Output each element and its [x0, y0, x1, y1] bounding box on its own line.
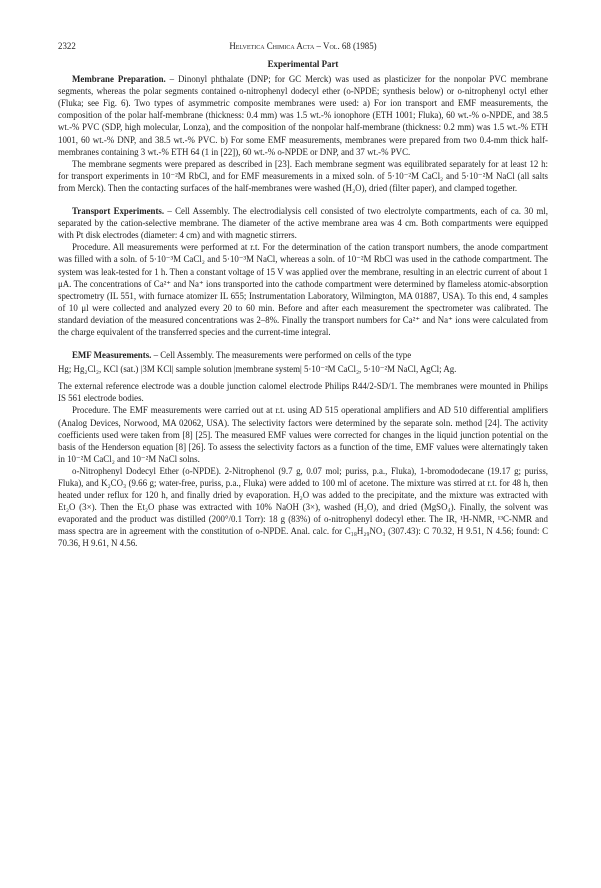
membrane-paragraph-1	[58, 73, 548, 158]
page-number: 2322	[58, 41, 76, 51]
emf-paragraph-1	[58, 349, 548, 361]
emf-heading: EMF Measurements.	[72, 350, 152, 361]
emf-text-1: – Cell Assembly. The measurements were performed on cells of the type	[151, 350, 412, 361]
emf-paragraph-2: The external reference electrode was a double junction calomel electrode Philips R44/2-SD/1. The membranes were mounted in Philips IS 561 electrode bodies.	[58, 381, 548, 404]
synthesis-paragraph: o-Nitrophenyl Dodecyl Ether (o-NPDE). 2-Nitrophenol (9.7 g, 0.07 mol; puriss, p.a., Fluka), 1-bromododecane (19.17 g; puriss, Fluka), and K₂CO₃ (9.66 g; water-free, puriss, p.a., Fluka) were added to 100 ml of acetone. The mixture was stirred at r.t. for 48 h, then heated under reflux for 120 h, and finally dried by evaporation. H₂O was added to the precipitate, and the mixture was extracted with Et₂O (3×). Then the Et₂O phase was extracted with 10% NaOH (3×), washed (H₂O), and dried (MgSO₄). Finally, the solvent was evaporated and the product was distilled (200°/0.1 Torr): 18 g (83%) of o-nitrophenyl dodecyl ether. The IR, ¹H-NMR, ¹³C-NMR and mass spectra are in agreement with the constitution of o-NPDE. Anal. calc. for C₁₈H₂₉NO₃ (307.43): C 70.32, H 9.51, N 4.56; found: C 70.36, H 9.61, N 4.56.	[58, 465, 548, 549]
transport-text-1: – Cell Assembly. The electrodialysis cell consisted of two electrolyte compartments, each of ca. 30 ml, separated by the cation-selective membrane. The diameter of the active membrane area was 4 cm. Both compartments were equipped with Pt disk electrodes (diameter: 4 cm) and with magnetic stirrers.	[58, 206, 548, 241]
transport-heading: Transport Experiments.	[72, 206, 165, 217]
section-title: Experimental Part	[267, 59, 339, 69]
cell-assembly-formula: Hg; Hg₂Cl₂, KCl (sat.) |3M KCl| sample solution |membrane system| 5·10⁻²M CaCl₂, 5·10⁻²M NaCl, AgCl; Ag.	[58, 364, 457, 375]
page-header	[58, 40, 548, 58]
transport-paragraph-1	[58, 205, 548, 241]
membrane-text-1: – Dinonyl phthalate (DNP; for GC Merck) was used as plasticizer for the nonpolar PVC membrane segments, whereas the polar segments contained o-nitrophenyl dodecyl ether (o-NPDE; synthesis below) or o-nitrophenyl octyl ether (Fluka; see Fig. 6). Two types of asymmetric composite membranes were used: a) For ion transport and EMF measurements, the composition of the polar half-membrane (thickness: 0.4 mm) was 1.5 wt.-% ionophore (ETH 1001; Fluka), 60 wt.-% o-NPDE, and 38.5 wt.-% PVC (SDP, high molecular, Lonza), and the composition of the nonpolar half-membrane (thickness: 0.2 mm) was 1.5 wt.-% ETH 1001, 60 wt.-% DNP, and 38.5 wt.-% PVC. b) For some EMF measurements, membranes were prepared from two 0.4-mm thick half-membranes containing 3 wt.-% ETH 64 (1 in [22]), 60 wt.-% o-NPDE or DNP, and 37 wt.-% PVC.	[58, 74, 548, 157]
paper-page	[58, 40, 548, 550]
membrane-heading: Membrane Preparation.	[72, 74, 166, 85]
running-title: Helvetica Chimica Acta – Vol. 68 (1985)	[229, 41, 377, 51]
membrane-paragraph-2: The membrane segments were prepared as described in [23]. Each membrane segment was equilibrated separately for at least 12 h: for transport experiments in 10⁻²M RbCl, and for EMF measurements in a mixed soln. of 5·10⁻²M CaCl₂ and 5·10⁻²M NaCl (all salts from Merck). Then the contacting surfaces of the half-membranes were washed (H₂O), dried (filter paper), and clamped together.	[58, 158, 548, 193]
transport-paragraph-2: Procedure. All measurements were performed at r.t. For the determination of the cation transport numbers, the anode compartment was filled with a soln. of 5·10⁻³M CaCl₂ and 5·10⁻³M NaCl, whereas a soln. of 10⁻²M RbCl was used in the cathode compartment. The system was leak-tested for 1 h. Then a constant voltage of 15 V was applied over the membrane, resulting in an electric current of about 1 μA. The concentrations of Ca²⁺ and Na⁺ ions transported into the cathode compartment were determined by flameless atomic-absorption spectrometry (IL 551, with furnace atomizer IL 655; Instrumentation Laboratory, Wilmington, MA 01887, USA). To this end, 4 samples of 10 μl were collected and analyzed every 20 to 60 min. Before and after each measurement the spectrometer was calibrated. The standard deviation of the measured concentrations was 2–8%. Finally the transport numbers for Ca²⁺ and Na⁺ ions were calculated from the charge equivalent of the transferred species and the current-time integral.	[58, 242, 548, 337]
emf-paragraph-3: Procedure. The EMF measurements were carried out at r.t. using AD 515 operational amplifiers and AD 510 differential amplifiers (Analog Devices, Norwood, MA 02062, USA). The selectivity factors were determined by the separate soln. method [24]. The activity coefficients used were taken from [8] [25]. The measured EMF values were corrected for changes in the liquid junction potential on the basis of the Henderson equation [8] [26]. To assess the selectivity factors as a function of the time, EMF values were alternatingly taken in 10⁻²M CaCl₂ and 10⁻²M NaCl solns.	[58, 405, 548, 464]
